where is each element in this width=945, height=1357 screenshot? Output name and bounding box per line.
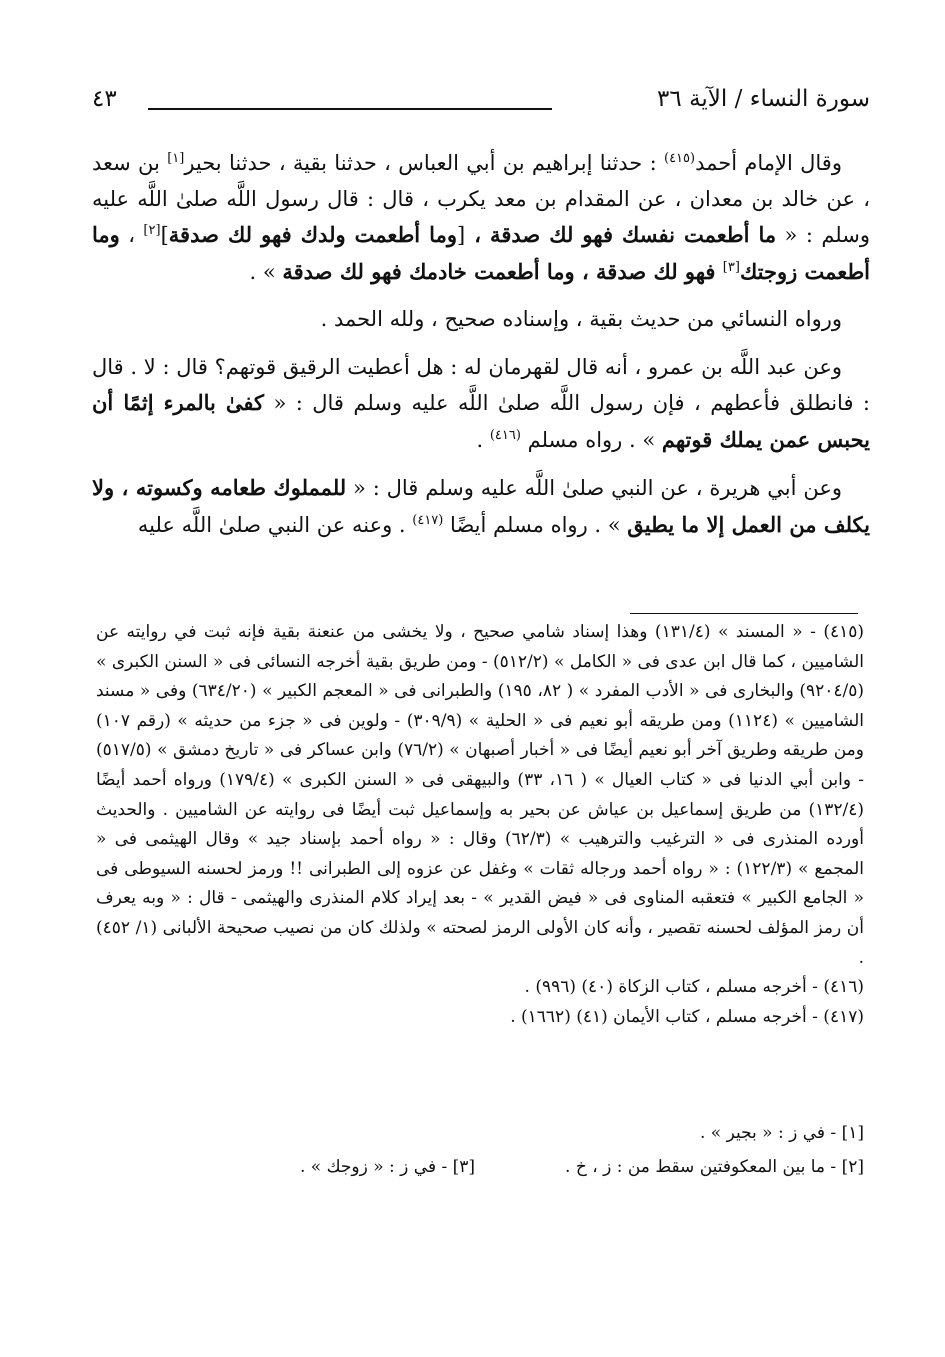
paragraph-abdullah-ibn-amr bbox=[92, 350, 870, 459]
footnote-divider bbox=[630, 613, 858, 614]
variant-ref[interactable]: [٣] bbox=[722, 259, 740, 275]
footnote-ref[interactable]: (٤١٦) bbox=[489, 427, 521, 443]
text-run: بن سعد ، عن خالد بن معدان ، عن المقدام بن معد يكرب ، قال : قال رسول اللَّه صلىٰ اللَّه عليه وسلم : « bbox=[92, 151, 870, 247]
header-divider bbox=[148, 108, 552, 110]
hadith-text: للمملوك طعامه وكسوته ، ولا يكلف من العمل إلا ما يطيق bbox=[92, 475, 870, 537]
paragraph-nasai: ورواه النسائي من حديث بقية ، وإسناده صحيح ، ولله الحمد . bbox=[320, 307, 842, 331]
text-run: » . رواه مسلم أيضًا bbox=[443, 512, 628, 537]
page-header bbox=[80, 84, 870, 118]
surah-verse-title: سورة النساء / الآية ٣٦ bbox=[657, 86, 870, 112]
text-run: ، bbox=[119, 223, 144, 247]
paragraph-abu-hurayra bbox=[92, 470, 870, 543]
text-run: وعن عبد اللَّه بن عمرو ، أنه قال لقهرمان له : هل أعطيت الرقيق قوتهم؟ قال : لا . قال : فانطلق فأعطهم ، فإن رسول اللَّه صلىٰ اللَّه عليه وسلم قال : « bbox=[92, 354, 870, 415]
text-run: : حدثنا إبراهيم بن أبي العباس ، حدثنا بقية ، حدثنا بحير bbox=[184, 151, 664, 175]
footnote-415: (٤١٥) - « المسند » (١٣١/٤) وهذا إسناد شامي صحيح ، ولا يخشى من عنعنة بقية فإنه ثبت في روايته عن الشاميين ، كما قال ابن عدى فى « الكامل » (٥١٢/٢) - ومن طريق بقية أخرجه النسائى فى « السنن الكبرى » (٩٢٠٤/٥) والبخارى فى « الأدب المفرد » ( ٨٢، ١٩٥) والطبرانى فى « المعجم الكبير » (٦٣٤/٢٠) وفى « مسند الشاميين » (١١٢٤) ومن طريقه أبو نعيم فى « الحلية » (٣٠٩/٩) - ولوين فى « جزء من حديثه » (رقم ١٠٧) ومن طريقه وطريق آخر أبو نعيم أيضًا فى « أخبار أصبهان » (٧٦/٢) وابن عساكر فى « تاريخ دمشق » (٥١٧/٥) - وابن أبي الدنيا فى « كتاب العيال » ( ١٦، ٣٣) والبيهقى فى « السنن الكبرى » (١٧٩/٤) ورواه أحمد أيضًا (١٣٢/٤) من طريق إسماعيل بن عياش عن بحير به وإسماعيل ثبت أيضًا فى روايته عن الشاميين . والحديث أورده المنذرى فى « الترغيب والترهيب » (٦٢/٣) وقال : « رواه أحمد بإسناد جيد » وقال الهيثمى فى « المجمع » (١٢٢/٣) : « رواه أحمد ورجاله ثقات » وغفل عن عزوه إلى الطبرانى !! ورمز لحسنه السيوطى فى « الجامع الكبير » فتعقبه المناوى فى « فيض القدير » - بعد إيراد كلام المنذرى والهيثمى - قال : « وبه يعرف أن رمز المؤلف لحسنه تقصير ، وأنه كان الأولى الرمز لصحته » ولذلك كان من نصيب صحيحة الألبانى (١/ ٤٥٢) . bbox=[96, 622, 865, 968]
text-run: وعن أبي هريرة ، عن النبي صلىٰ اللَّه عليه وسلم قال : « bbox=[346, 476, 842, 500]
footnote-ref[interactable]: (٤١٥) bbox=[663, 151, 696, 166]
text-run: » . bbox=[249, 259, 283, 284]
hadith-text: فهو لك صدقة ، وما أطعمت خادمك فهو لك صدقة bbox=[282, 258, 723, 284]
variant-row bbox=[96, 1116, 864, 1150]
hadith-text: وما أطعمت ولدك فهو لك صدقة bbox=[168, 222, 457, 247]
footnotes bbox=[96, 618, 864, 1032]
hadith-text: ما أطعمت نفسك فهو لك صدقة ، bbox=[465, 222, 777, 247]
text-run: » . رواه مسلم bbox=[520, 427, 662, 452]
main-text bbox=[92, 146, 870, 543]
text-run: . bbox=[476, 427, 490, 452]
footnote-417: (٤١٧) - أخرجه مسلم ، كتاب الأيمان (٤١) (١٦٦٢) . bbox=[510, 1006, 864, 1027]
text-run: . وعنه عن النبي صلىٰ اللَّه عليه bbox=[137, 512, 413, 537]
variant-ref[interactable]: [٢] bbox=[143, 223, 161, 238]
text-run: [ bbox=[456, 223, 466, 247]
manuscript-variants bbox=[96, 1116, 864, 1184]
hadith-text: وما أطعمت زوجتك bbox=[92, 222, 870, 284]
footnote-ref[interactable]: (٤١٧) bbox=[412, 512, 444, 528]
variant-note-1: [١] - في ز : « بجير » . bbox=[699, 1123, 864, 1143]
text-run: وقال الإمام أحمد bbox=[695, 151, 842, 175]
paragraph-ahmad-hadith bbox=[92, 146, 870, 290]
variant-row bbox=[96, 1150, 864, 1184]
variant-note-3: [٣] - في ز : « زوجك » . bbox=[299, 1157, 476, 1177]
text-run: ] bbox=[160, 223, 169, 247]
variant-ref[interactable]: [١] bbox=[167, 151, 185, 166]
hadith-text: كفىٰ بالمرء إثمًا أن يحبس عمن يملك قوتهم bbox=[92, 390, 870, 452]
variant-note-2: [٢] - ما بين المعكوفتين سقط من : ز ، خ . bbox=[565, 1157, 864, 1177]
footnote-416: (٤١٦) - أخرجه مسلم ، كتاب الزكاة (٤٠) (٩٩٦) . bbox=[524, 977, 864, 998]
page-number: ٤٣ bbox=[92, 86, 117, 112]
